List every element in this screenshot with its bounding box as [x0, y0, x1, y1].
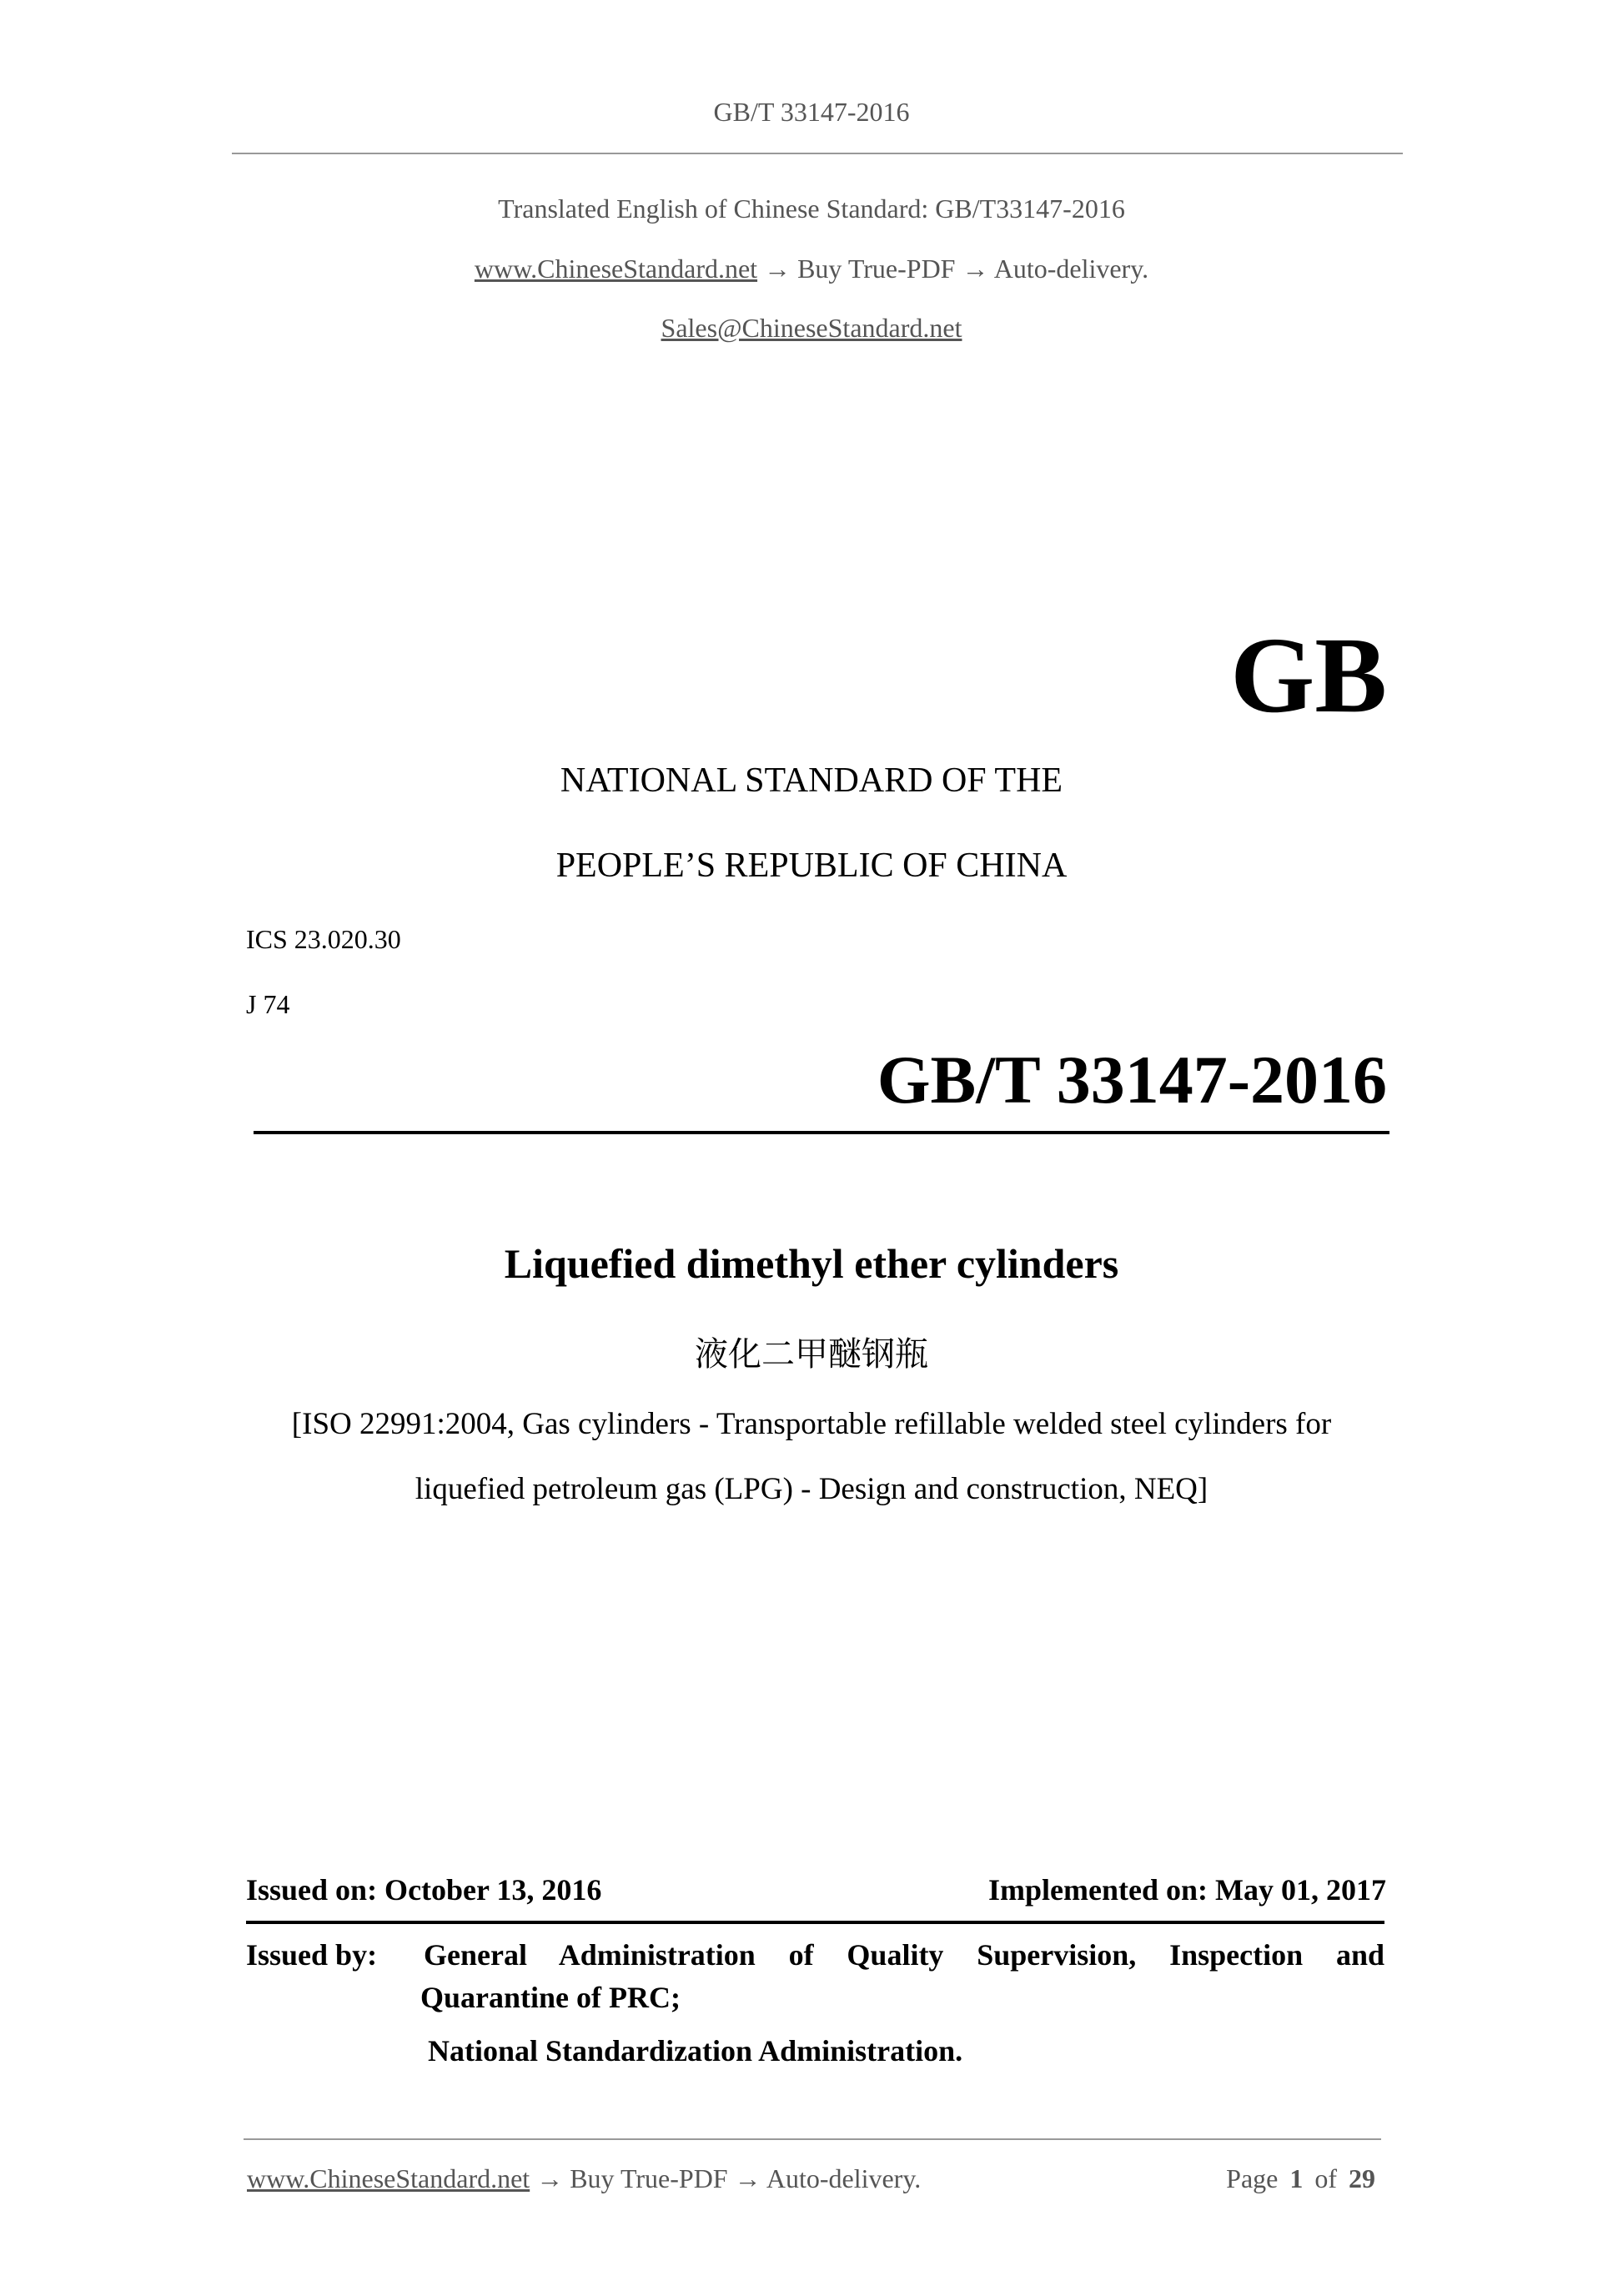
delivery-text: Auto-delivery.	[993, 254, 1149, 284]
footer-site-link[interactable]: www.ChineseStandard.net	[247, 2163, 530, 2193]
issuer-line-3: National Standardization Administration.	[428, 2034, 963, 2067]
footer-divider	[244, 2138, 1381, 2140]
national-line-2: PEOPLE’S REPUBLIC OF CHINA	[555, 847, 1068, 885]
implemented-date: Implemented on: May 01, 2017	[988, 1873, 1386, 1907]
page-total: 29	[1349, 2163, 1375, 2193]
standard-number: GB/T 33147-2016	[877, 1042, 1387, 1118]
national-line-1: NATIONAL STANDARD OF THE	[560, 761, 1063, 800]
arrow-icon: →	[962, 254, 989, 284]
title-chinese: 液化二甲醚钢瓶	[695, 1335, 928, 1374]
issuer-line-1: General Administration of Quality Supervision, Inspection and	[424, 1938, 1384, 1972]
reference-line-1: [ISO 22991:2004, Gas cylinders - Transportable refillable welded steel cylinders for	[291, 1407, 1332, 1441]
running-header: GB/T 33147-2016	[713, 97, 910, 127]
buy-text: Buy True-PDF	[797, 254, 956, 284]
dates-divider	[246, 1921, 1384, 1924]
issued-by-label: Issued by:	[246, 1938, 378, 1972]
page-indicator	[1226, 2163, 1375, 2194]
arrow-icon: →	[536, 2163, 564, 2193]
page-label: Page	[1226, 2163, 1279, 2193]
footer-delivery-text: Auto-delivery.	[766, 2163, 922, 2193]
title-divider	[254, 1131, 1389, 1134]
arrow-icon: →	[764, 254, 791, 284]
page-number: 1	[1289, 2163, 1304, 2193]
gb-mark: GB	[1230, 615, 1387, 736]
site-link[interactable]: www.ChineseStandard.net	[474, 254, 758, 284]
page-of: of	[1314, 2163, 1337, 2193]
reference-line-2: liquefied petroleum gas (LPG) - Design and construction, NEQ]	[415, 1472, 1208, 1506]
email-link[interactable]: Sales@ChineseStandard.net	[661, 313, 962, 343]
footer-promo	[247, 2163, 921, 2194]
promo-line	[0, 254, 1623, 284]
arrow-icon: →	[734, 2163, 761, 2193]
footer-buy-text: Buy True-PDF	[570, 2163, 728, 2193]
header-divider	[232, 153, 1403, 154]
issuer-line-2: Quarantine of PRC;	[420, 1981, 681, 2014]
issued-date: Issued on: October 13, 2016	[246, 1873, 602, 1907]
ccs-code: J 74	[246, 989, 290, 1019]
title-english: Liquefied dimethyl ether cylinders	[504, 1240, 1119, 1287]
translated-note: Translated English of Chinese Standard: GB/T33147-2016	[498, 193, 1125, 224]
ics-code: ICS 23.020.30	[246, 924, 401, 954]
